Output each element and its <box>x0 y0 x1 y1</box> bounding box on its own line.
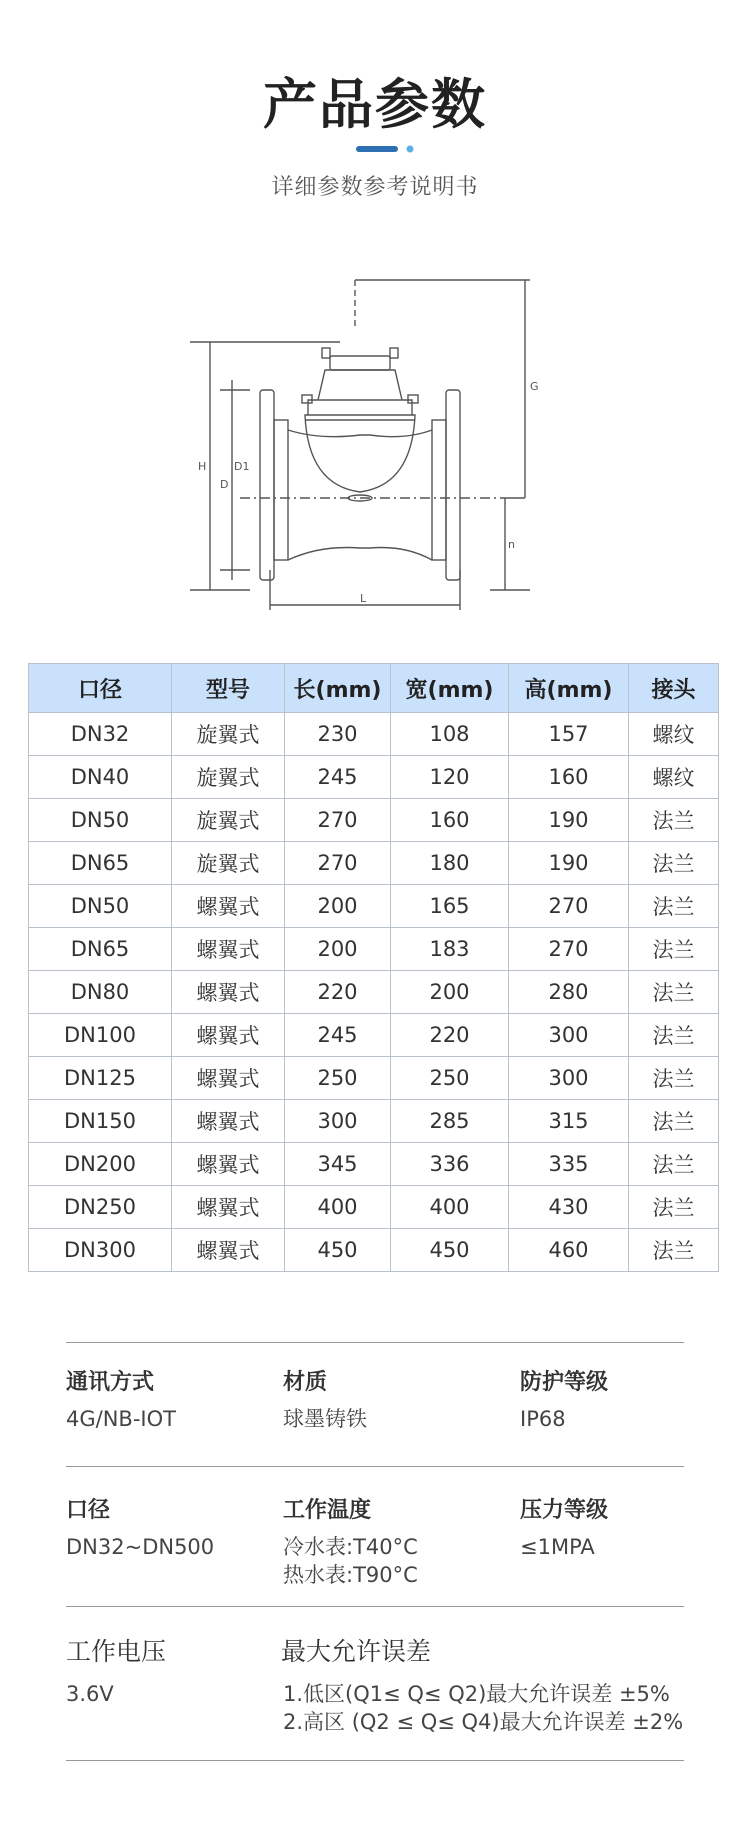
param-label-comm: 通讯方式 <box>66 1370 155 1395</box>
table-cell: 法兰 <box>629 799 719 842</box>
table-cell: 螺翼式 <box>172 885 285 928</box>
divider <box>66 1342 684 1343</box>
param-value-caliber: DN32~DN500 <box>66 1535 215 1559</box>
table-cell: 400 <box>391 1186 509 1229</box>
water-meter-dimension-drawing <box>190 270 550 620</box>
table-cell: 200 <box>285 928 391 971</box>
page-title: 产品参数 <box>263 73 487 136</box>
table-cell: 300 <box>509 1057 629 1100</box>
table-cell: 250 <box>391 1057 509 1100</box>
table-cell: 螺翼式 <box>172 928 285 971</box>
table-row <box>29 971 719 1014</box>
param-label-temp: 工作温度 <box>283 1498 372 1523</box>
table-cell: DN40 <box>29 756 172 799</box>
column-header: 长(mm) <box>285 664 391 713</box>
table-cell: 螺翼式 <box>172 1100 285 1143</box>
table-row <box>29 1143 719 1186</box>
label-g: G <box>530 380 539 393</box>
table-row <box>29 1057 719 1100</box>
table-cell: DN150 <box>29 1100 172 1143</box>
table-cell: 160 <box>509 756 629 799</box>
table-cell: 螺翼式 <box>172 1229 285 1272</box>
table-cell: 螺翼式 <box>172 1057 285 1100</box>
table-cell: 336 <box>391 1143 509 1186</box>
table-cell: 190 <box>509 842 629 885</box>
table-cell: 螺翼式 <box>172 1143 285 1186</box>
table-cell: 200 <box>285 885 391 928</box>
table-row <box>29 928 719 971</box>
table-cell: 法兰 <box>629 1186 719 1229</box>
column-header: 高(mm) <box>509 664 629 713</box>
table-cell: DN32 <box>29 713 172 756</box>
param-value-protection: IP68 <box>520 1407 566 1431</box>
table-row <box>29 885 719 928</box>
table-cell: DN300 <box>29 1229 172 1272</box>
table-cell: 450 <box>285 1229 391 1272</box>
param-label-voltage: 工作电压 <box>66 1637 167 1666</box>
table-row <box>29 799 719 842</box>
table-row <box>29 1186 719 1229</box>
table-row <box>29 1100 719 1143</box>
table-cell: 法兰 <box>629 885 719 928</box>
table-cell: 法兰 <box>629 842 719 885</box>
divider <box>66 1760 684 1761</box>
table-cell: 220 <box>391 1014 509 1057</box>
table-cell: 270 <box>509 928 629 971</box>
param-label-error: 最大允许误差 <box>281 1637 432 1666</box>
table-cell: 200 <box>391 971 509 1014</box>
table-cell: DN50 <box>29 799 172 842</box>
table-cell: 315 <box>509 1100 629 1143</box>
table-cell: 旋翼式 <box>172 799 285 842</box>
label-n: n <box>508 538 515 551</box>
param-value-pressure: ≤1MPA <box>520 1535 595 1559</box>
param-label-pressure: 压力等级 <box>520 1498 609 1523</box>
table-cell: 螺翼式 <box>172 1186 285 1229</box>
table-cell: 旋翼式 <box>172 842 285 885</box>
table-cell: 270 <box>285 799 391 842</box>
table-cell: 108 <box>391 713 509 756</box>
table-cell: 螺翼式 <box>172 1014 285 1057</box>
table-cell: DN80 <box>29 971 172 1014</box>
table-header-row <box>29 664 719 713</box>
table-cell: 270 <box>509 885 629 928</box>
param-label-material: 材质 <box>283 1370 328 1395</box>
spec-table <box>28 663 719 1272</box>
table-cell: DN125 <box>29 1057 172 1100</box>
param-value-comm: 4G/NB-IOT <box>66 1407 176 1431</box>
table-cell: 法兰 <box>629 971 719 1014</box>
param-value-temp-cold: 冷水表:T40°C <box>283 1535 418 1559</box>
table-cell: 280 <box>509 971 629 1014</box>
table-cell: DN200 <box>29 1143 172 1186</box>
table-row <box>29 713 719 756</box>
table-row <box>29 842 719 885</box>
table-cell: 160 <box>391 799 509 842</box>
label-h: H <box>198 460 207 473</box>
table-row <box>29 1014 719 1057</box>
table-cell: 165 <box>391 885 509 928</box>
table-cell: 法兰 <box>629 1014 719 1057</box>
table-cell: 270 <box>285 842 391 885</box>
table-cell: 450 <box>391 1229 509 1272</box>
table-cell: 230 <box>285 713 391 756</box>
table-cell: 400 <box>285 1186 391 1229</box>
column-header: 口径 <box>29 664 172 713</box>
table-cell: 460 <box>509 1229 629 1272</box>
table-cell: 旋翼式 <box>172 756 285 799</box>
table-cell: 法兰 <box>629 1100 719 1143</box>
table-cell: 245 <box>285 756 391 799</box>
label-d1: D1 <box>234 460 250 473</box>
table-cell: 345 <box>285 1143 391 1186</box>
table-cell: 螺纹 <box>629 713 719 756</box>
column-header: 型号 <box>172 664 285 713</box>
table-cell: DN50 <box>29 885 172 928</box>
table-cell: 法兰 <box>629 1057 719 1100</box>
table-cell: 法兰 <box>629 1229 719 1272</box>
table-cell: 法兰 <box>629 1143 719 1186</box>
table-cell: 300 <box>509 1014 629 1057</box>
table-cell: 157 <box>509 713 629 756</box>
divider <box>66 1606 684 1607</box>
param-value-material: 球墨铸铁 <box>283 1407 367 1431</box>
param-value-temp-hot: 热水表:T90°C <box>283 1563 418 1587</box>
table-cell: DN100 <box>29 1014 172 1057</box>
label-d: D <box>220 478 229 491</box>
table-cell: 245 <box>285 1014 391 1057</box>
divider <box>66 1466 684 1467</box>
table-cell: DN65 <box>29 928 172 971</box>
table-cell: DN250 <box>29 1186 172 1229</box>
table-cell: 120 <box>391 756 509 799</box>
param-value-voltage: 3.6V <box>66 1682 114 1706</box>
table-cell: 183 <box>391 928 509 971</box>
table-cell: 335 <box>509 1143 629 1186</box>
table-cell: 法兰 <box>629 928 719 971</box>
param-value-error-high: 2.高区 (Q2 ≤ Q≤ Q4)最大允许误差 ±2% <box>283 1710 684 1734</box>
param-label-caliber: 口径 <box>66 1498 111 1523</box>
table-cell: DN65 <box>29 842 172 885</box>
table-cell: 285 <box>391 1100 509 1143</box>
table-cell: 螺纹 <box>629 756 719 799</box>
table-row <box>29 756 719 799</box>
table-cell: 220 <box>285 971 391 1014</box>
table-cell: 190 <box>509 799 629 842</box>
table-cell: 180 <box>391 842 509 885</box>
page-subtitle: 详细参数参考说明书 <box>271 175 479 200</box>
title-underline-decoration <box>356 145 416 153</box>
table-cell: 430 <box>509 1186 629 1229</box>
param-value-error-low: 1.低区(Q1≤ Q≤ Q2)最大允许误差 ±5% <box>283 1682 670 1706</box>
column-header: 宽(mm) <box>391 664 509 713</box>
label-l: L <box>360 592 367 605</box>
table-row <box>29 1229 719 1272</box>
column-header: 接头 <box>629 664 719 713</box>
table-cell: 300 <box>285 1100 391 1143</box>
param-label-protection: 防护等级 <box>520 1370 609 1395</box>
table-cell: 旋翼式 <box>172 713 285 756</box>
table-cell: 螺翼式 <box>172 971 285 1014</box>
table-cell: 250 <box>285 1057 391 1100</box>
